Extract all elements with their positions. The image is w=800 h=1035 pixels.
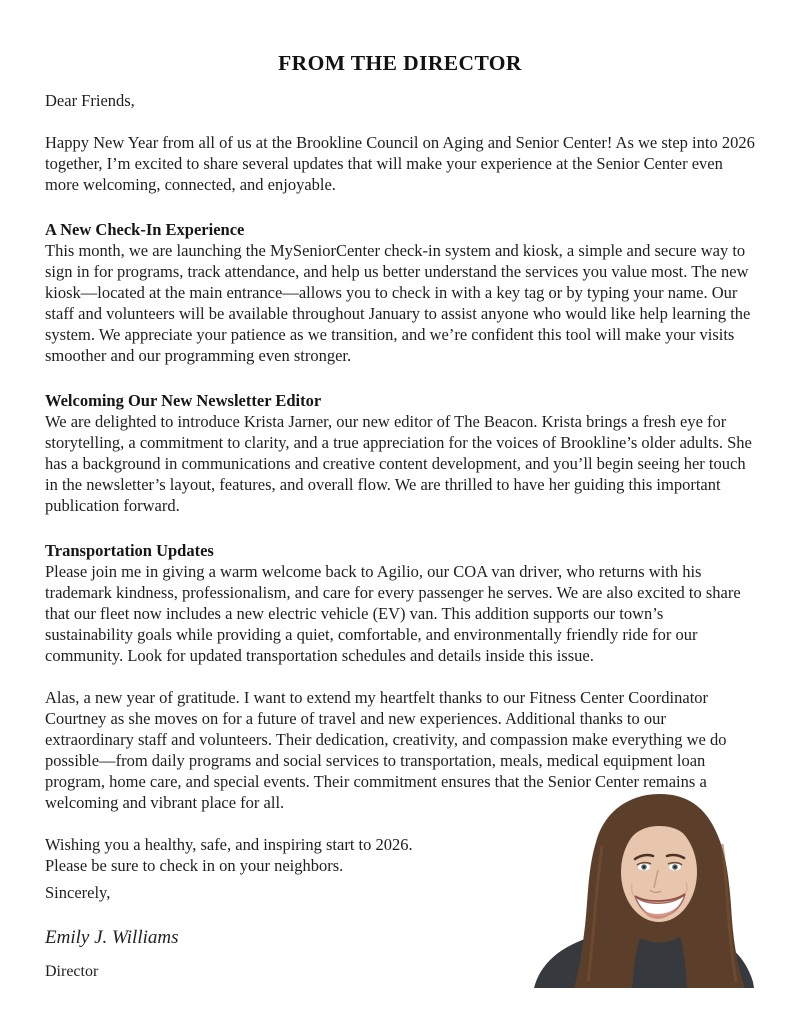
section-check-in — [45, 219, 755, 366]
section-newsletter-editor — [45, 390, 755, 516]
closing-line-neighbors: Please be sure to check in on your neighbors. — [45, 856, 344, 875]
section-body-transportation: Please join me in giving a warm welcome back to Agilio, our COA van driver, who returns with his trademark kindness, professionalism, and care for every passenger he serves. We are also excited to share that our fleet now includes a new electric vehicle (EV) van. This addition supports our town’s sustainability goals while providing a quiet, comfortable, and environmentally friendly ride for our community. Look for updated transportation schedules and details inside this issue. — [45, 562, 741, 665]
signoff: Sincerely, — [45, 883, 111, 902]
portrait-sweater-center — [632, 937, 687, 988]
closing-line-wishes: Wishing you a healthy, safe, and inspiring start to 2026. — [45, 835, 413, 854]
intro-paragraph: Happy New Year from all of us at the Brookline Council on Aging and Senior Center! As we step into 2026 together, I’m excited to share several updates that will make your experience at the Senior Center even more welcoming, connected, and enjoyable. — [45, 133, 755, 194]
section-body-check-in: This month, we are launching the MySeniorCenter check-in system and kiosk, a simple and secure way to sign in for programs, track attendance, and help us better understand the services you value most. The new kiosk—located at the main entrance—allows you to check in with a key tag or by typing your name. Our staff and volunteers will be available throughout January to assist anyone who would like help learning the system. We appreciate your patience as we transition, and we’re confident this tool will make your visits smoother and our programming even stronger. — [45, 241, 751, 365]
section-transportation — [45, 540, 755, 666]
page-title: FROM THE DIRECTOR — [278, 51, 522, 75]
section-heading-check-in: A New Check-In Experience — [45, 220, 245, 239]
signature-name: Emily J. Williams — [45, 927, 179, 948]
section-heading-transportation: Transportation Updates — [45, 541, 214, 560]
salutation: Dear Friends, — [45, 91, 135, 110]
director-portrait-illustration — [532, 786, 755, 988]
gratitude-paragraph: Alas, a new year of gratitude. I want to extend my heartfelt thanks to our Fitness Center Coordinator Courtney as she moves on for a future of travel and new experiences. Additional thanks to our extraordinary staff and volunteers. Their dedication, creativity, and compassion make everything we do possible—from daily programs and social services to transportation, meals, medical equipment loan program, home care, and special events. Their commitment ensures that the Senior Center remains a welcoming and vibrant place for all. — [45, 688, 727, 812]
signature-role: Director — [45, 963, 99, 980]
director-portrait-photo — [532, 786, 755, 988]
section-heading-newsletter-editor: Welcoming Our New Newsletter Editor — [45, 391, 322, 410]
section-body-newsletter-editor: We are delighted to introduce Krista Jarner, our new editor of The Beacon. Krista brings a fresh eye for storytelling, a commitment to clarity, and a true appreciation for the voices of Brookline’s older adults. She has a background in communications and creative content development, and you’ll begin seeing her touch in the newsletter’s layout, features, and overall flow. We are thrilled to have her guiding this important publication forward. — [45, 412, 752, 515]
